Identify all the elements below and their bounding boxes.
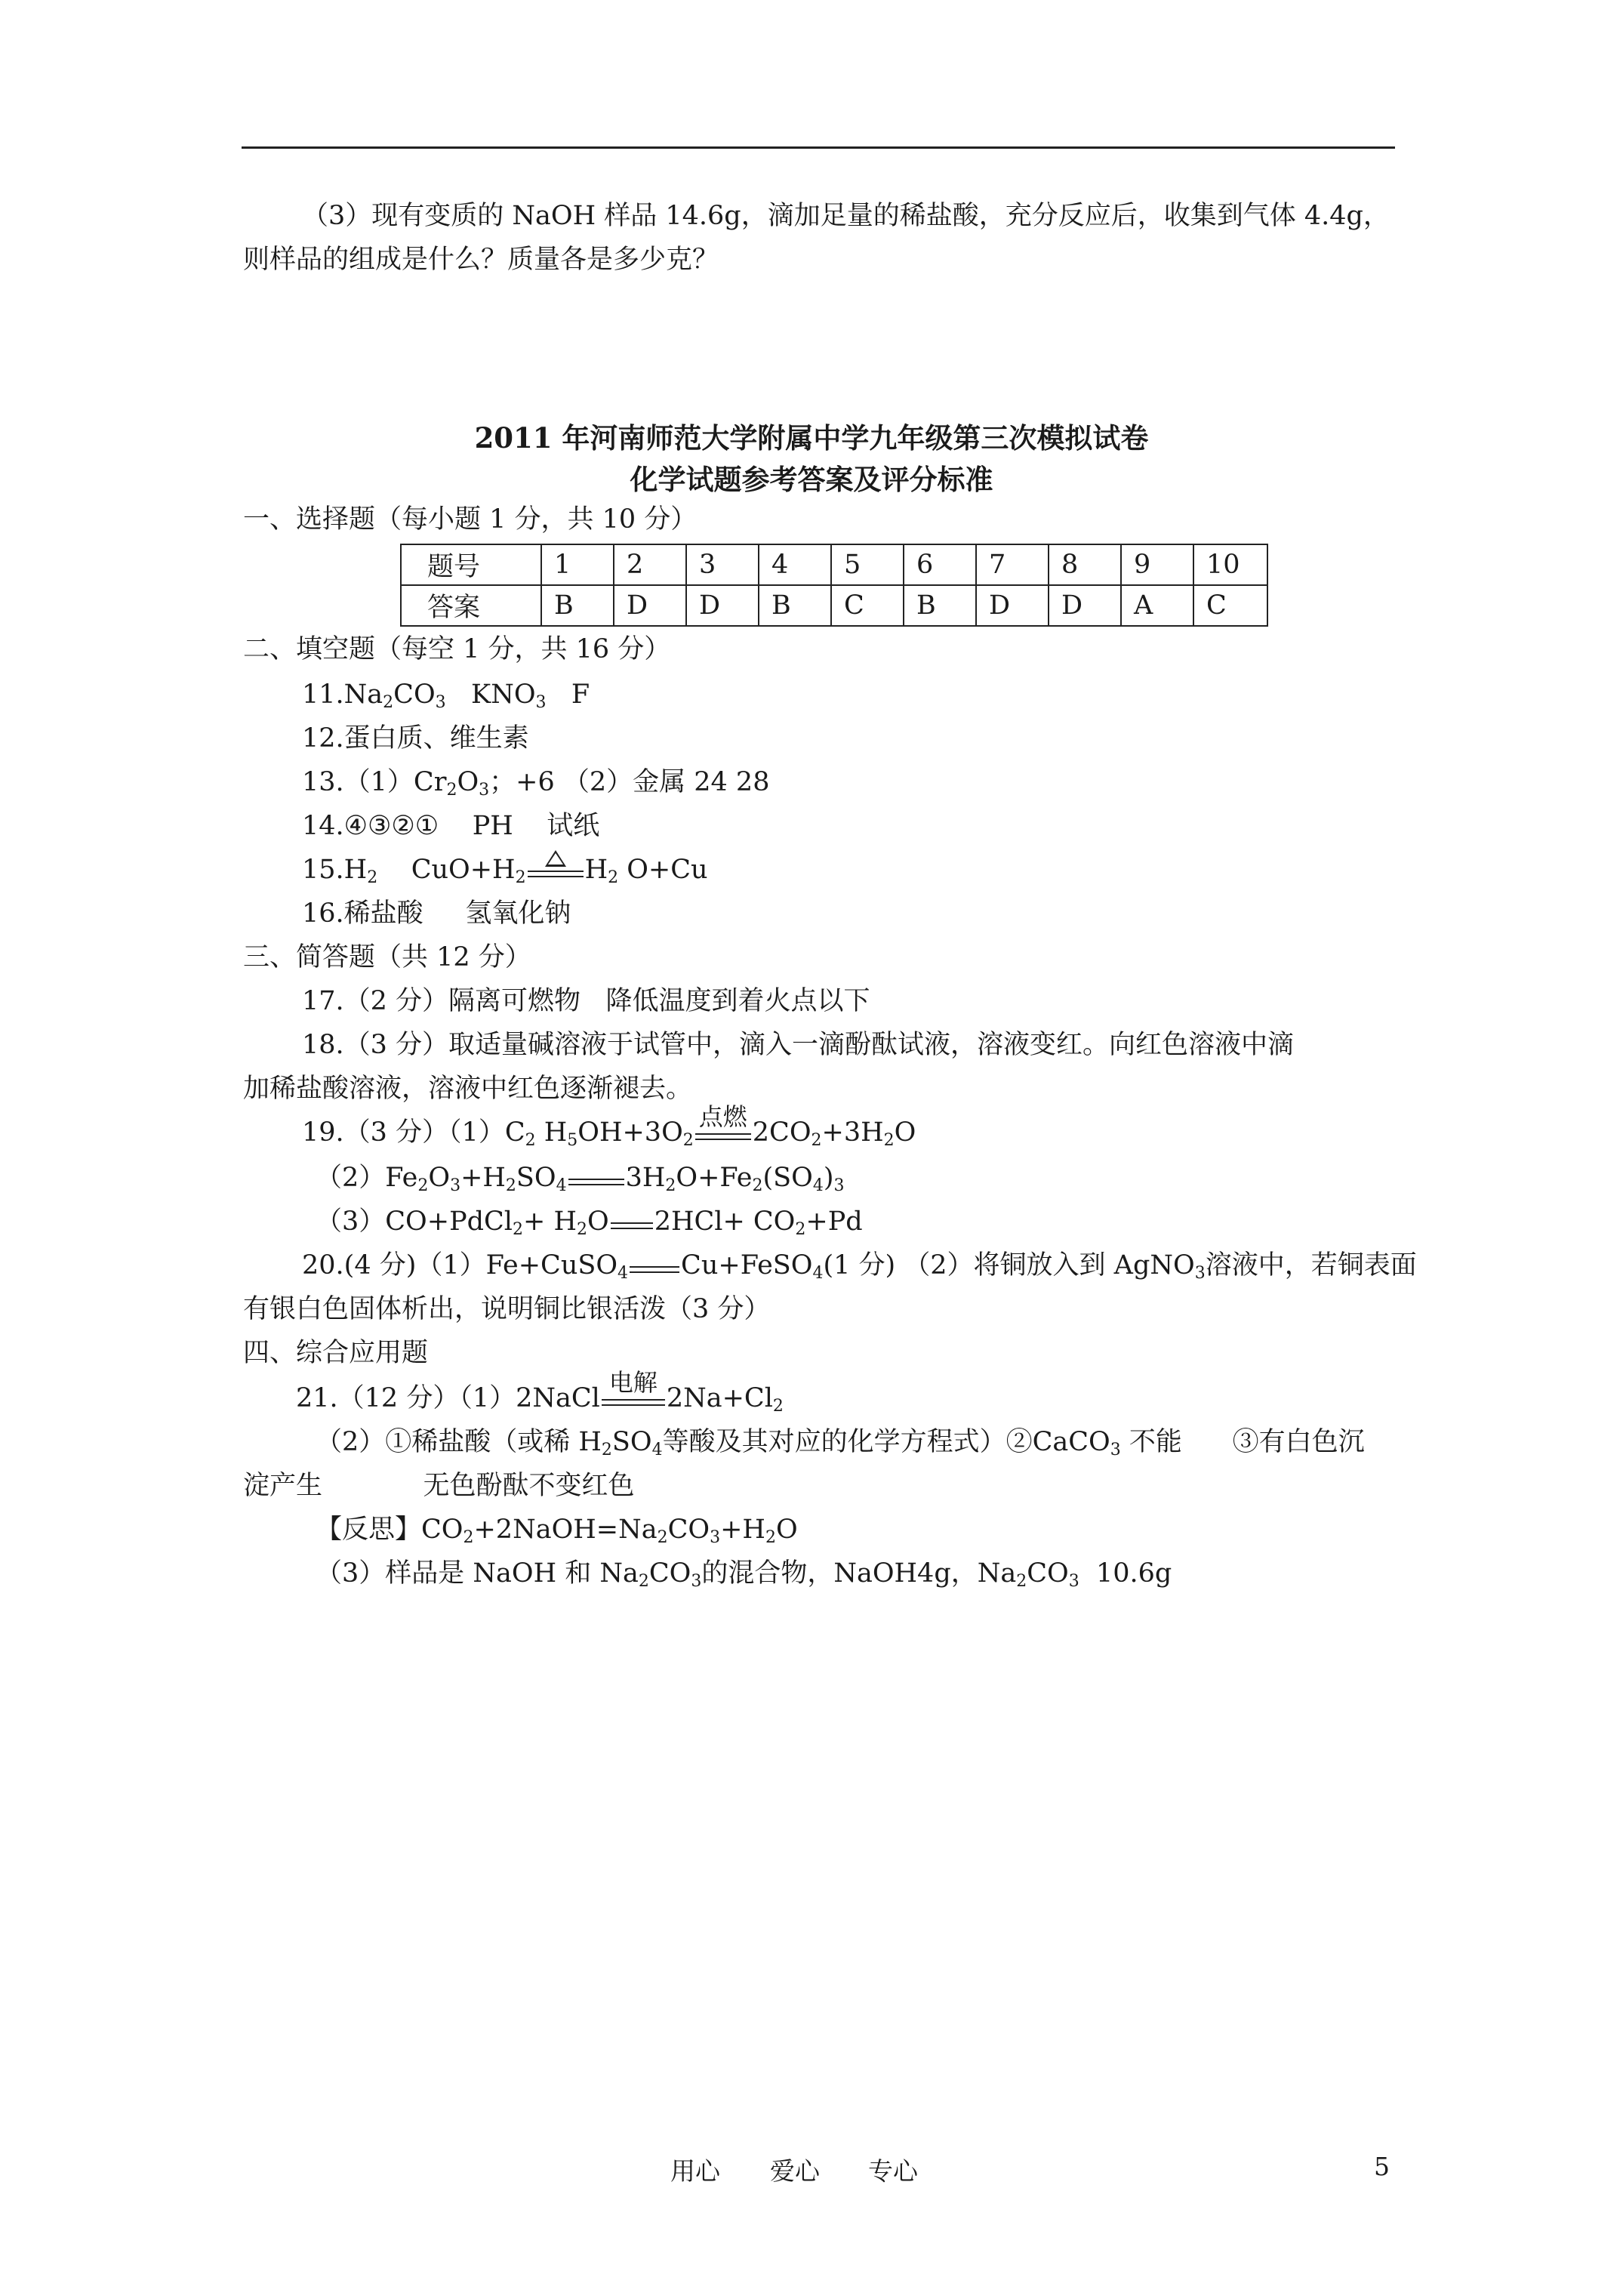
equals-sign (628, 1260, 681, 1273)
table-row (401, 585, 1267, 626)
table-header-cell: 答案 (401, 585, 541, 626)
table-cell: B (541, 585, 614, 626)
answer-19-3: （3）CO+PdCl$_2$+ $H_2O$ $2HCl+ CO_2+Pd$ (316, 1207, 863, 1239)
section-4-heading: 四、综合应用题 (243, 1338, 429, 1368)
table-cell: 3 (686, 544, 759, 585)
answer-13: $13.(1)Cr_2O_3$；+6 （2）金属 24 28 (302, 767, 770, 800)
answer-16: 16.稀盐酸 氢氧化钠 (302, 898, 571, 929)
answer-19-2: $(2)Fe_2O_3+H_2SO_4$ $3H_2O+Fe_2(SO_4)_3$ (316, 1163, 845, 1195)
table-cell: 4 (759, 544, 831, 585)
table-cell: 10 (1193, 544, 1267, 585)
section-3-heading: 三、简答题（共 12 分） (243, 942, 531, 972)
question-line-1: （3）现有变质的 NaOH 样品 14.6g，滴加足量的稀盐酸，充分反应后，收集到气体 4.4g， (302, 201, 1390, 231)
answer-11: $11.Na_2CO_3$ $KNO_3$ F (302, 680, 590, 712)
table-cell: B (904, 585, 976, 626)
table-cell: D (614, 585, 686, 626)
answer-18-line-1: 18.（3 分）取适量碱溶液于试管中，滴入一滴酚酞试液，溶液变红。向红色溶液中滴 (302, 1030, 1295, 1060)
ignition-condition-sign: 点燃 (694, 1127, 753, 1140)
table-cell: C (1193, 585, 1267, 626)
title-line-2: 化学试题参考答案及评分标准 (630, 463, 993, 496)
table-row (401, 544, 1267, 585)
table-cell: 8 (1049, 544, 1121, 585)
footer-mid: 爱心 (770, 2156, 820, 2186)
section-2-heading: 二、填空题（每空 1 分，共 16 分） (243, 634, 671, 664)
answer-17: 17.（2 分）隔离可燃物 降低温度到着火点以下 (302, 986, 870, 1016)
table-cell: 7 (976, 544, 1049, 585)
table-cell: 5 (831, 544, 904, 585)
equals-sign (567, 1173, 626, 1185)
table-cell: 9 (1121, 544, 1193, 585)
equals-sign (609, 1216, 654, 1229)
triangle-icon (545, 850, 566, 867)
table-cell: B (759, 585, 831, 626)
answer-21-2: （2）①稀盐酸（或稀 $H_2SO_4$等酸及其对应的化学方程式）②CaCO$_3$ 不能 ③有白色沉 (316, 1427, 1365, 1459)
footer-left: 用心 (670, 2156, 720, 2186)
question-line-2: 则样品的组成是什么？质量各是多少克？ (243, 245, 719, 275)
header-rule (242, 146, 1395, 149)
table-cell: D (1049, 585, 1121, 626)
answer-21-3: （3）样品是 NaOH 和 $Na_2CO_3$的混合物，NaOH4g，$Na_2CO_3$ 10.6g (316, 1558, 1172, 1591)
answer-15: $15.H_2$ $CuO+H_2$ $H_2$ O+Cu (302, 853, 708, 886)
answer-12: 12.蛋白质、维生素 (302, 723, 529, 754)
table-cell: A (1121, 585, 1193, 626)
answer-table (400, 544, 1268, 627)
answer-20-line-2: 有银白色固体析出，说明铜比银活泼（3 分） (243, 1294, 771, 1324)
page-number: 5 (1374, 2152, 1390, 2181)
answer-21-2-cont: 淀产生 无色酚酞不变红色 (243, 1471, 635, 1501)
table-cell: 2 (614, 544, 686, 585)
table-cell: C (831, 585, 904, 626)
answer-18-line-2: 加稀盐酸溶液，溶液中红色逐渐褪去。 (243, 1074, 693, 1104)
answer-19-1: 19.（3 分）$(1)C_2$ $H_5OH+3O_2$ 点燃 $2CO_2+3H_2O$ (302, 1102, 916, 1150)
table-cell: 6 (904, 544, 976, 585)
table-header-cell: 题号 (401, 544, 541, 585)
answer-21-1: 21.（12 分）（1）2NaCl 电解 $2Na+Cl_2$ (296, 1368, 784, 1416)
answer-14: 14.④③②① PH 试纸 (302, 811, 600, 841)
table-cell: D (686, 585, 759, 626)
section-1-heading: 一、选择题（每小题 1 分，共 10 分） (243, 504, 698, 535)
answer-20-line-1: 20.(4 分)（1）Fe+CuSO$_4$ Cu+FeSO$_4$(1 分) （2）将铜放入到 AgNO$_3$溶液中，若铜表面 (302, 1250, 1417, 1283)
table-cell: 1 (541, 544, 614, 585)
footer-right: 专心 (868, 2156, 918, 2186)
electrolysis-condition-sign: 电解 (600, 1393, 667, 1406)
answer-21-reflection: 【反思】$CO_2+2NaOH=Na_2CO_3+H_2O$ (316, 1515, 798, 1547)
title-line-1: 2011 年河南师范大学附属中学九年级第三次模拟试卷 (474, 421, 1149, 455)
table-cell: D (976, 585, 1049, 626)
heating-condition-sign (526, 864, 585, 877)
